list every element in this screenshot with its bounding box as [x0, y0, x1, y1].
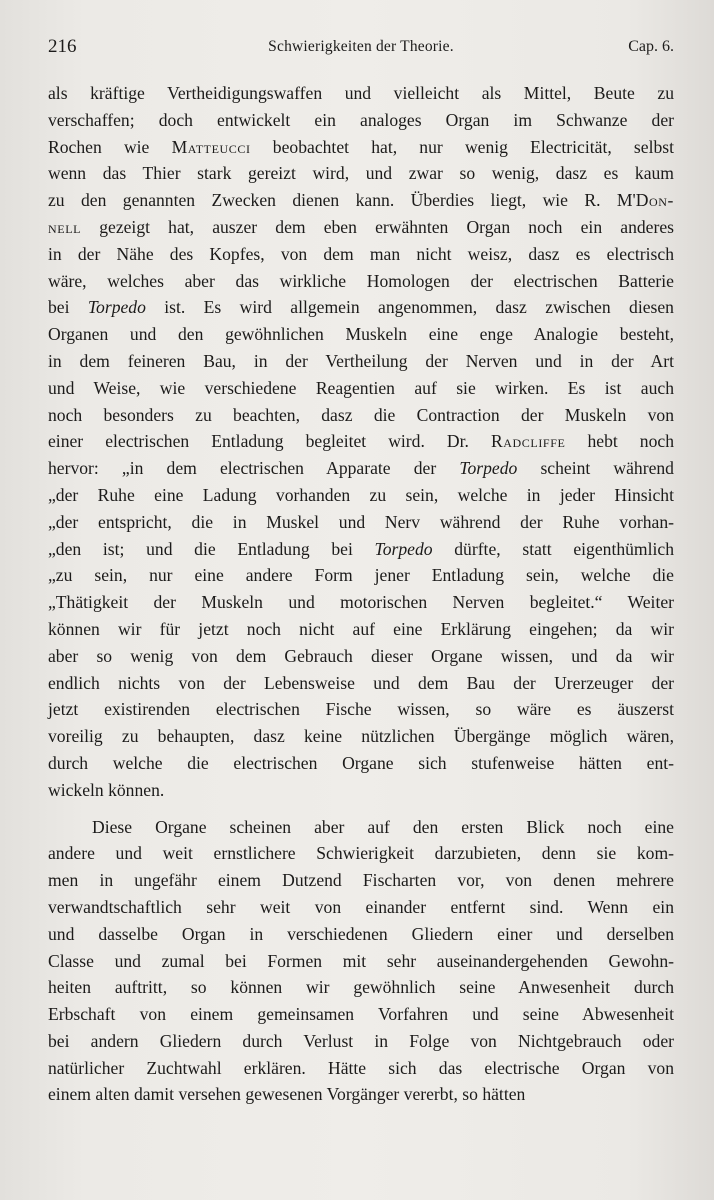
text-line [48, 214, 674, 241]
text-line [48, 187, 674, 214]
text-line [48, 777, 674, 804]
text-line [48, 696, 674, 723]
text-run: Classe und zumal bei Formen mit sehr auseinandergehenden Gewohn- [48, 950, 674, 971]
text-run: hervor: „in dem electrischen Apparate der [48, 458, 460, 479]
text-run: heiten auftritt, so können wir gewöhnlich seine Anwesenheit durch [48, 977, 674, 998]
text-run: men in ungefähr einem Dutzend Fischarten vor, von denen mehrere [48, 870, 674, 891]
text-run: Organen und den gewöhnlichen Muskeln eine enge Analogie besteht, [48, 324, 674, 345]
text-line [48, 482, 674, 509]
text-run: scheint während [517, 458, 674, 479]
text-line [48, 107, 674, 134]
running-title: Schwierigkeiten der Theorie. [268, 38, 454, 55]
text-line [48, 589, 674, 616]
text-line [48, 867, 674, 894]
taxon-name: Torpedo [459, 458, 518, 479]
text-line [48, 428, 674, 455]
text-line [48, 750, 674, 777]
author-name: Matteucci [171, 136, 251, 157]
text-run: und dasselbe Organ in verschiedenen Gliedern einer und derselben [48, 923, 674, 944]
text-run: als kräftige Vertheidigungswaffen und vielleicht als Mittel, Beute zu [48, 83, 674, 103]
text-line [48, 562, 674, 589]
text-run: jetzt existirenden electrischen Fische wissen, so wäre es äuszerst [48, 699, 674, 720]
text-run: wickeln können. [48, 779, 165, 800]
text-line [48, 814, 674, 841]
author-name: Don- [635, 190, 674, 211]
text-run: zu den genannten Zwecken dienen kann. Überdies liegt, wie R. M' [48, 190, 636, 211]
text-line [48, 80, 674, 107]
text-run: Rochen wie [48, 136, 172, 157]
text-line [48, 1001, 674, 1028]
text-run: Diese Organe scheinen aber auf den ersten Blick noch eine [92, 816, 674, 837]
text-line [48, 348, 674, 375]
text-line [48, 241, 674, 268]
taxon-name: Torpedo [87, 297, 146, 318]
text-line [48, 1081, 674, 1108]
text-line [48, 1028, 674, 1055]
text-run: aber so wenig von dem Gebrauch dieser Organe wissen, und da wir [48, 645, 674, 666]
text-run: dürfte, statt eigenthümlich [432, 538, 674, 559]
page-number: 216 [48, 36, 77, 57]
text-run: andere und weit ernstlichere Schwierigkeit darzubieten, denn sie kom- [48, 843, 674, 864]
text-run: und Weise, wie verschiedene Reagentien auf sie wirken. Es ist auch [48, 377, 674, 398]
body-text [48, 80, 674, 1108]
text-run: endlich nichts von der Lebensweise und dem Bau der Urerzeuger der [48, 672, 674, 693]
text-run: können wir für jetzt noch nicht auf eine Erklärung eingehen; da wir [48, 618, 674, 639]
text-run: bei [48, 297, 88, 318]
text-run: hebt noch [565, 431, 674, 452]
text-run: einer electrischen Entladung begleitet wird. Dr. [48, 431, 491, 452]
text-line [48, 840, 674, 867]
text-line [48, 670, 674, 697]
text-line [48, 723, 674, 750]
text-line [48, 536, 674, 563]
text-run: verwandtschaftlich sehr weit von einander entfernt sind. Wenn ein [48, 896, 674, 917]
text-run: bei andern Gliedern durch Verlust in Folge von Nichtgebrauch oder [48, 1030, 674, 1051]
text-line [48, 402, 674, 429]
taxon-name: Torpedo [374, 538, 433, 559]
text-run: wäre, welches aber das wirkliche Homologen der electrischen Batterie [48, 270, 674, 291]
text-line [48, 974, 674, 1001]
author-name: nell [48, 216, 82, 237]
text-line [48, 160, 674, 187]
text-run: Erbschaft von einem gemeinsamen Vorfahren und seine Abwesenheit [48, 1004, 674, 1025]
text-line [48, 948, 674, 975]
text-line [48, 1055, 674, 1082]
text-line [48, 921, 674, 948]
text-run: einem alten damit versehen gewesenen Vorgänger vererbt, so hätten [48, 1084, 526, 1105]
paragraph-gap [48, 804, 674, 814]
text-line [48, 268, 674, 295]
text-run: wenn das Thier stark gereizt wird, und zwar so wenig, dasz es kaum [48, 163, 674, 184]
text-line [48, 643, 674, 670]
text-line [48, 616, 674, 643]
text-run: noch besonders zu beachten, dasz die Contraction der Muskeln von [48, 404, 674, 425]
text-run: „der Ruhe eine Ladung vorhanden zu sein, welche in jeder Hinsicht [48, 484, 674, 505]
text-run: ist. Es wird allgemein angenommen, dasz zwischen diesen [145, 297, 674, 318]
text-run: voreilig zu behaupten, dasz keine nützlichen Übergänge möglich wären, [48, 726, 674, 747]
text-run: „zu sein, nur eine andere Form jener Entladung sein, welche die [48, 565, 674, 586]
text-run: in der Nähe des Kopfes, von dem man nicht weisz, dasz es electrisch [48, 243, 674, 264]
text-run: in dem feineren Bau, in der Vertheilung der Nerven und in der Art [48, 350, 674, 371]
page-header [48, 34, 674, 60]
text-run: durch welche die electrischen Organe sich stufenweise hätten ent- [48, 752, 674, 773]
text-run: „Thätigkeit der Muskeln und motorischen Nerven begleitet.“ Weiter [48, 592, 674, 613]
text-run: „den ist; und die Entladung bei [48, 538, 375, 559]
text-run: verschaffen; doch entwickelt ein analoges Organ im Schwanze der [48, 109, 674, 130]
text-line [48, 294, 674, 321]
text-line [48, 894, 674, 921]
text-line [48, 321, 674, 348]
text-line [48, 509, 674, 536]
text-run: „der entspricht, die in Muskel und Nerv während der Ruhe vorhan- [48, 511, 674, 532]
text-run: natürlicher Zuchtwahl erklären. Hätte sich das electrische Organ von [48, 1057, 674, 1078]
text-line [48, 375, 674, 402]
text-run: gezeigt hat, auszer dem eben erwähnten Organ noch ein anderes [81, 216, 674, 237]
text-line [48, 134, 674, 161]
text-line [48, 455, 674, 482]
author-name: Radcliffe [490, 431, 566, 452]
chapter-label: Cap. 6. [628, 38, 674, 55]
text-run: beobachtet hat, nur wenig Electricität, selbst [250, 136, 675, 157]
